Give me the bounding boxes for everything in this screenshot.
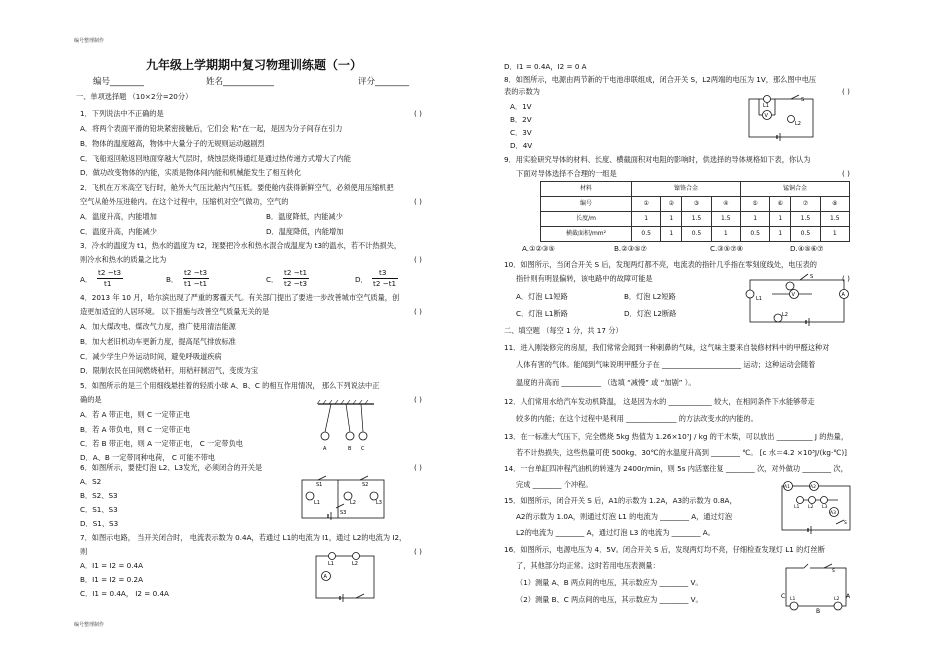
q10-circuit-diagram — [742, 272, 850, 328]
l2-label: L2 — [782, 312, 788, 318]
q1-stem: 1．下列说法中不正确的是 — [80, 109, 164, 118]
q8-stem: 8．如图所示，电源由两节新的干电池串联组成，闭合开关 S，L2两端的电压为 1V，那么图中电压 — [504, 75, 817, 84]
q8-option-c: C．3V — [510, 128, 532, 137]
answer-paren-q4: ( ) — [414, 307, 422, 316]
q3-option-b-den: t1 −t1 — [184, 279, 208, 288]
switch-label: S — [844, 521, 847, 526]
field-score: 评分________ — [358, 77, 410, 87]
table-cell: 1 — [820, 227, 849, 242]
a3-label: A3 — [830, 511, 836, 516]
q7-stem-cont: 则 — [80, 547, 88, 556]
answer-paren-q3: ( ) — [414, 255, 422, 264]
corner-note-top: 编号整理制作 — [74, 38, 105, 44]
q9-option-c: C.③⑤⑦⑧ — [710, 244, 744, 253]
q8-option-b: B．2V — [510, 115, 532, 124]
q9-option-a: A.①②③⑤ — [522, 244, 555, 253]
l1-label: L1 — [763, 103, 769, 109]
q11-line3: 温度的升高而 ___________ （选填 “减慢” 或 “加剧” ）。 — [516, 378, 696, 387]
table-cell: 0.5 — [632, 227, 661, 242]
table-cell: 材料 — [541, 182, 632, 197]
table-cell: 镍铬合金 — [632, 182, 741, 197]
q5-option-a: A．若 A 带正电，则 C 一定带正电 — [80, 410, 191, 419]
q3-option-c-label: C． — [266, 275, 279, 284]
l3-label: L3 — [376, 500, 382, 506]
answer-paren-q9: ( ) — [842, 169, 850, 178]
q13-line2: 若不计热损失，这些热量可使 500kg、30℃的水温度升高到 ________ ℃。 [c 水＝4.2 ×10³J/(kg·℃)] — [516, 448, 847, 457]
q10-option-b: B．灯泡 L2短路 — [624, 292, 676, 301]
q6-option-b: B．S2、S3 — [80, 491, 118, 500]
l2-label: L2 — [834, 597, 840, 602]
q3-option-d-label: D． — [355, 275, 368, 284]
table-cell: 1 — [632, 212, 661, 227]
table-cell: ① — [632, 197, 661, 212]
q15-line1: 15．如图所示，闭合开关 S 后，A1的示数为 1.2A，A3的示数为 0.8A， — [504, 496, 737, 505]
s3-label: S3 — [340, 510, 347, 516]
table-cell: ④ — [711, 197, 740, 212]
q2-stem-cont: 空气从舱外压进舱内。在这个过程中，压缩机对空气做功，空气的 — [80, 197, 289, 206]
q4-option-a: A．加大煤改电、煤改气力度，推广使用清洁能源 — [80, 322, 236, 331]
q3-option-c — [266, 268, 326, 290]
table-cell: 1 — [770, 227, 791, 242]
table-cell: ③ — [682, 197, 711, 212]
q3-stem: 3．冷水的温度为 t1，热水的温度为 t2，现要把冷水和热水混合成温度为 t3的温水，若不计热损失， — [80, 241, 402, 250]
section-heading-fill: 二、填空题 （每空 1 分，共 17 分） — [504, 326, 623, 335]
corner-note-bottom: 编号整理制作 — [74, 622, 105, 628]
q7-circuit-diagram — [312, 552, 378, 602]
a2-label: A2 — [810, 485, 816, 490]
q3-stem-cont: 则冷水和热水的质量之比为 — [80, 255, 167, 264]
q16-line1: 16．如图所示，电源电压为 4．5V。闭合开关 S 后，发现两灯均不亮，仔细检查发现灯 L1 的灯丝断 — [504, 545, 825, 554]
q3-option-b-num: t2 −t3 — [184, 268, 208, 277]
q9-option-d: D.④⑤⑥⑦ — [790, 244, 824, 253]
q6-option-d: D．S1、S3 — [80, 519, 119, 528]
l2-label: L2 — [795, 121, 801, 127]
q9-stem-cont: 下面对导体选择不合理的一组是 — [516, 169, 617, 178]
q2-option-a: A．温度升高，内能增加 — [80, 212, 157, 221]
l3-label: L3 — [822, 505, 828, 510]
point-b-label: B — [816, 608, 821, 615]
answer-paren-q2: ( ) — [414, 197, 422, 206]
l2-label: L2 — [808, 505, 814, 510]
s2-label: S2 — [362, 482, 369, 488]
table-row — [541, 182, 850, 197]
table-cell: 横截面积/mm² — [541, 227, 632, 242]
q15-circuit-diagram — [778, 478, 854, 534]
table-cell: ⑤ — [740, 197, 769, 212]
q3-option-d-num: t3 — [379, 268, 387, 277]
q3-option-d — [355, 268, 415, 290]
s1-label: S1 — [316, 482, 323, 488]
q9-conductor-table — [540, 181, 850, 242]
q10-option-a: A．灯泡 L1短路 — [516, 292, 568, 301]
q1-option-d: D．做功改变物体的内能，实质是物体间内能和机械能发生了相互转化 — [80, 168, 302, 177]
q8-option-a: A．1V — [510, 102, 532, 111]
switch-label: S — [832, 569, 835, 574]
q5-stem: 5．如图所示的是三个用细线悬挂着的轻质小球 A、B、C 的相互作用情况， 那么下列说法中正 — [80, 381, 380, 390]
q5-hanging-balls-figure — [316, 400, 376, 460]
q6-option-c: C．S1、S3 — [80, 505, 118, 514]
table-cell: 长度/m — [541, 212, 632, 227]
q13-line1: 13．在一标准大气压下，完全燃烧 5kg 热值为 1.26×10⁷J / kg 的干木柴，可以放出 __________ J 的热量， — [504, 432, 849, 441]
q3-option-c-num: t2 −t1 — [284, 268, 308, 277]
point-c-label: C — [781, 593, 786, 600]
q11-line1: 11．进入刚装修完的房屋，我们常常会闻到一种刺鼻的气味，这气味主要来自装修材料中的甲醛这种对 — [504, 343, 830, 352]
q8-circuit-diagram — [745, 95, 817, 143]
q1-option-c: C．飞船返回舱返回地面穿越大气层时，烧蚀层烧得通红是通过热传递方式增大了内能 — [80, 154, 351, 163]
l1-label: L1 — [794, 505, 800, 510]
q15-line2: A2的示数为 1.0A，则通过灯泡 L1 的电流为 ________ A，通过灯泡 — [516, 512, 733, 521]
q16-part2: （2）测量 B、C 两点间的电压，其示数应为 ________ V。 — [516, 595, 703, 604]
q6-option-a: A．S2 — [80, 477, 102, 486]
q9-stem: 9．用实验研究导体的材料、长度、横截面积对电阻的影响时，供选择的导体规格如下表，你认为 — [504, 155, 811, 164]
table-row — [541, 227, 850, 242]
q3-option-c-den: t2 −t3 — [284, 279, 308, 288]
table-cell: 锰铜合金 — [740, 182, 849, 197]
voltmeter-label: V — [791, 292, 795, 298]
ammeter-label: A — [841, 292, 845, 298]
l2-label: L2 — [350, 500, 356, 506]
q12-line2: 较多的内能；在这个过程中是利用 ______________ 的方法改变水的内能的。 — [516, 414, 758, 423]
q5-stem-cont: 确的是 — [80, 395, 102, 404]
voltmeter-label: V — [764, 113, 768, 119]
q2-option-c: C．温度升高，内能减少 — [80, 227, 157, 236]
q10-stem-cont: 指针则有明显偏转，该电路中的故障可能是 — [516, 274, 653, 283]
q8-option-d: D．4V — [510, 141, 533, 150]
q8-stem-cont: 表的示数为 — [504, 87, 540, 96]
q15-line3: L2的电流为 ________ A，通过灯泡 L3 的电流为 ________ A。 — [516, 528, 715, 537]
answer-paren-q8: ( ) — [842, 87, 850, 96]
ball-c-label: C — [361, 446, 365, 452]
q3-option-a-label: A． — [80, 275, 93, 284]
table-cell: 1.5 — [682, 212, 711, 227]
table-cell: 1 — [770, 212, 791, 227]
q3-option-a-den: t1 — [104, 279, 112, 288]
q10-option-d: D．灯泡 L2断路 — [624, 309, 677, 318]
table-cell: 0.5 — [791, 227, 820, 242]
table-cell: ⑧ — [820, 197, 849, 212]
answer-paren-q5: ( ) — [414, 395, 422, 404]
q3-option-a-num: t2 −t3 — [98, 268, 122, 277]
ball-b-label: B — [348, 446, 352, 452]
q7-stem: 7．如图示电路， 当开关闭合时， 电流表示数为 0.4A，若通过 L1的电流为 I1，通过 L2的电流为 I2， — [80, 533, 407, 542]
answer-paren-q10: ( ) — [842, 274, 850, 283]
table-cell: 0.5 — [740, 227, 769, 242]
q3-option-b-label: B． — [166, 275, 179, 284]
l1-label: L1 — [790, 597, 796, 602]
table-cell: 1.5 — [711, 212, 740, 227]
field-number: 编号________ — [93, 77, 145, 87]
q4-stem-cont: 造更加适宜的人居环境。 以下措施与改善空气质量无关的是 — [80, 307, 270, 316]
q2-stem: 2．飞机在万米高空飞行时，舱外大气压比舱内气压低。要使舱内获得新鲜空气，必须使用压缩机把 — [80, 183, 394, 192]
q14-line1: 14．一台单缸四冲程汽油机的转速为 2400r/min，则 5s 内活塞往复 ________ 次，对外做功 ________ 次， — [504, 464, 848, 473]
q10-option-c: C．灯泡 L1断路 — [516, 309, 568, 318]
q6-stem: 6．如图所示，要使灯泡 L2、L3发光，必须闭合的开关是 — [80, 463, 263, 472]
q4-stem: 4．2013 年 10 月，哈尔滨出现了严重的雾霾天气。有关部门提出了要进一步改善城市空气质量，创 — [80, 293, 400, 302]
table-cell: 1.5 — [820, 212, 849, 227]
q4-option-d: D．限制农民在田间燃烧秸秆，用秸秆制沼气，变废为宝 — [80, 366, 259, 375]
l2-label: L2 — [352, 561, 358, 567]
table-cell: 编号 — [541, 197, 632, 212]
switch-label: S — [810, 274, 814, 280]
answer-paren-q1: ( ) — [414, 109, 422, 118]
a1-label: A1 — [784, 485, 790, 490]
q2-option-d: D．温度降低，内能增加 — [266, 227, 344, 236]
switch-label: S — [801, 97, 805, 103]
table-cell: 1 — [740, 212, 769, 227]
q5-option-c: C．若 B 带正电，则 A 一定带正电， C 一定带负电 — [80, 439, 243, 448]
q7-option-c: C．I1 = 0.4A， I2 = 0.4A — [80, 589, 169, 598]
q1-option-b: B．物体的温度越高，物体中大量分子的无规则运动越剧烈 — [80, 139, 265, 148]
field-name: 姓名____________ — [206, 77, 275, 87]
q4-option-b: B．加大老旧机动车更新力度，提高尾气排放标准 — [80, 337, 236, 346]
q3-option-d-den: t2 −t1 — [373, 279, 397, 288]
table-cell: 1.5 — [791, 212, 820, 227]
table-cell: 1 — [661, 212, 682, 227]
l1-label: L1 — [756, 296, 762, 302]
q11-line2: 人体有害的气体。能闻到气味说明甲醛分子在 ______________________ 运动；这种运动会随着 — [516, 360, 816, 369]
table-cell: 1 — [661, 227, 682, 242]
q12-line1: 12．人们常用水给汽车发动机降温， 这是因为水的 ____________ 较大，在相同条件下水能够带走 — [504, 397, 815, 406]
q2-option-b: B．温度降低，内能减少 — [266, 212, 343, 221]
table-row — [541, 197, 850, 212]
q14-line2: 完成 ________ 个冲程。 — [516, 480, 593, 489]
l1-label: L1 — [328, 561, 334, 567]
q5-option-d: D．A、B 一定带同种电荷， C 可能不带电 — [80, 453, 216, 462]
q7-option-a: A．I1 = I2 = 0.4A — [80, 561, 144, 570]
table-row — [541, 212, 850, 227]
q3-option-b — [166, 268, 226, 290]
answer-paren-q7: ( ) — [414, 547, 422, 556]
q6-circuit-diagram — [298, 474, 388, 522]
q10-stem: 10．如图所示，当闭合开关 S 后，发现两灯都不亮，电流表的指针几乎指在零刻度线处，电压表的 — [504, 260, 817, 269]
q4-option-c: C．减少学生户外运动时间，避免呼吸道疾病 — [80, 352, 222, 361]
l1-label: L1 — [314, 500, 320, 506]
q9-option-b: B.②③⑤⑦ — [614, 244, 647, 253]
q7-option-d: D．I1 = 0.4A，I2 = 0 A — [504, 62, 587, 71]
table-cell: 0.5 — [682, 227, 711, 242]
ammeter-label: A — [323, 574, 327, 580]
q3-option-a — [80, 268, 140, 290]
q7-option-b: B．I1 = I2 = 0.2A — [80, 575, 144, 584]
page-title: 九年级上学期期中复习物理训练题（一） — [146, 58, 363, 72]
q16-circuit-diagram — [780, 562, 852, 614]
table-cell: ⑥ — [770, 197, 791, 212]
table-cell: ⑦ — [791, 197, 820, 212]
q5-option-b: B．若 A 带负电，则 C 一定带正电 — [80, 425, 191, 434]
section-heading-choice: 一、单项选择题 （10×2分=20分） — [76, 92, 193, 101]
q16-line2: 了，其他部分均正常。这时若用电压表测量： — [516, 561, 660, 570]
table-cell: 1 — [711, 227, 740, 242]
table-cell: ② — [661, 197, 682, 212]
answer-paren-q6: ( ) — [414, 463, 422, 472]
q1-option-a: A．将两个表面平滑的铅块紧密接触后，它们会 粘”在一起，是因为分子间存在引力 — [80, 124, 343, 133]
q16-part1: （1）测量 A、B 两点间的电压，其示数应为 ________ V。 — [516, 578, 703, 587]
point-a-label: A — [846, 593, 851, 600]
ball-a-label: A — [323, 446, 327, 452]
